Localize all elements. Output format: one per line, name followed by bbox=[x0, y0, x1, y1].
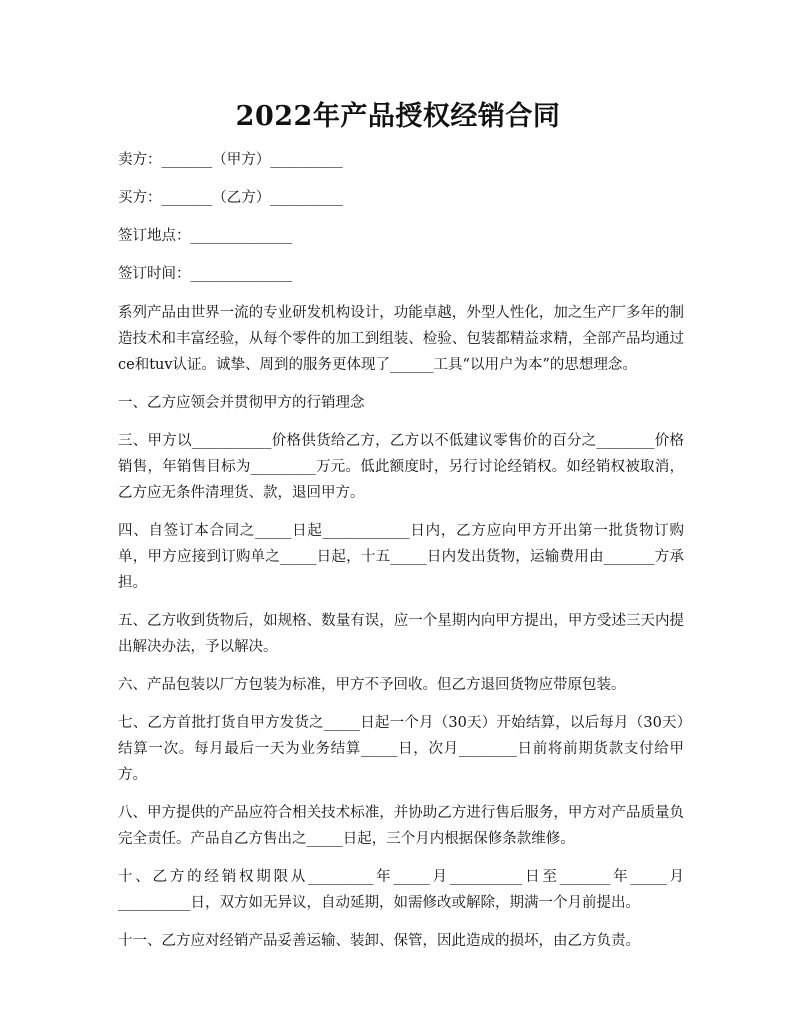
clause-11: 十一、乙方应对经销产品妥善运输、装卸、保管，因此造成的损坏，由乙方负责。 bbox=[118, 933, 640, 949]
intro-paragraph: 系列产品由世界一流的专业研发机构设计，功能卓越，外型人性化，加之生产厂多年的制造技术和丰富经验，从每个零件的加工到组装、检验、包装都精益求精，全部产品均通过ce和tuv认证。诚挚、周到的服务更体现了______工具“以用户为本”的思想理念。 bbox=[118, 305, 684, 373]
clause-8: 八、甲方提供的产品应符合相关技术标准，并协助乙方进行售后服务，甲方对产品质量负完全责任。产品自乙方售出之_____日起，三个月内根据保修条款维修。 bbox=[118, 805, 684, 847]
clause-3: 三、甲方以___________价格供货给乙方，乙方以不低建议零售价的百分之________价格销售，年销售目标为_________万元。低此额度时，另行讨论经销权。如经销权被取消，乙方应无条件清理货、款，退回甲方。 bbox=[118, 433, 684, 501]
clause-10: 十、乙方的经销权期限从_________年_____月__________日至_______年_____月__________日，双方如无异议，自动延期，如需修改或解除，期满一个月前提出。 bbox=[118, 869, 684, 911]
clause-1: 一、乙方应领会并贯彻甲方的行销理念 bbox=[118, 395, 365, 411]
clause-5: 五、乙方收到货物后，如规格、数量有误，应一个星期内向甲方提出，甲方受述三天内提出解决办法，予以解决。 bbox=[118, 613, 684, 655]
sign-time-line: 签订时间：______________ bbox=[118, 266, 292, 282]
clause-7: 七、乙方首批打货自甲方发货之_____日起一个月（30天）开始结算，以后每月（30天）结算一次。每月最后一天为业务结算_____日，次月________日前将前期货款支付给甲方。 bbox=[118, 715, 684, 783]
clause-4: 四、自签订本合同之_____日起____________日内，乙方应向甲方开出第一批货物订购单，甲方应接到订购单之_____日起，十五_____日内发出货物，运输费用由_______方承担。 bbox=[118, 523, 684, 591]
seller-line: 卖方：_______（甲方）__________ bbox=[118, 152, 343, 168]
document-title: 2022年产品授权经销合同 bbox=[235, 101, 561, 132]
sign-place-line: 签订地点：______________ bbox=[118, 228, 292, 244]
clause-6: 六、产品包装以厂方包装为标准，甲方不予回收。但乙方退回货物应带原包装。 bbox=[118, 677, 626, 693]
buyer-line: 买方：_______（乙方）__________ bbox=[118, 190, 343, 206]
contract-body bbox=[118, 148, 684, 966]
